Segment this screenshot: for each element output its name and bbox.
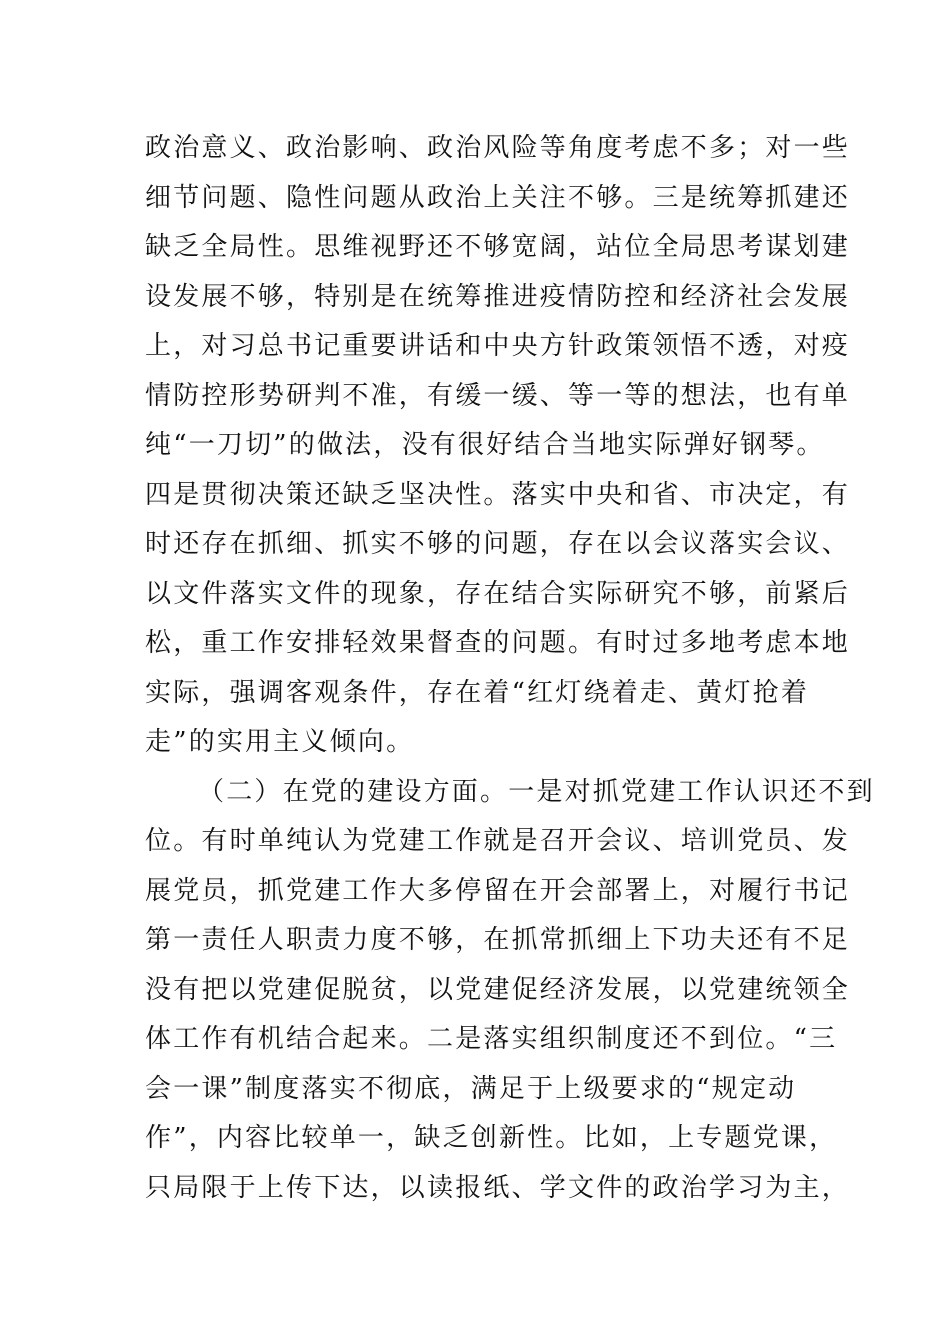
text-line: 缺乏全局性。思维视野还不够宽阔，站位全局思考谋划建 [145,232,851,262]
text-line: 上，对习总书记重要讲话和中央方针政策领悟不透，对疫 [145,331,851,361]
text-line: 以文件落实文件的现象，存在结合实际研究不够，前紧后 [145,578,851,609]
text-line: 没有把以党建促脱贫，以党建促经济发展，以党建统领全 [145,974,851,1005]
text-line: 作”，内容比较单一，缺乏创新性。比如，上专题党课， [145,1123,838,1153]
section-heading-line: （二）在党的建设方面。一是对抓党建工作认识还不到 [198,776,875,807]
text-line: 第一责任人职责力度不够，在抓常抓细上下功夫还有不足 [145,925,851,955]
text-line: 展党员，抓党建工作大多停留在开会部署上，对履行书记 [145,875,851,906]
text-line: 位。有时单纯认为党建工作就是召开会议、培训党员、发 [145,826,851,856]
text-line: 实际，强调客观条件，存在着“红灯绕着走、黄灯抢着 [145,677,810,708]
text-line: 设发展不够，特别是在统筹推进疫情防控和经济社会发展 [145,281,851,312]
text-line: 情防控形势研判不准，有缓一缓、等一等的想法，也有单 [145,380,851,411]
text-line: 四是贯彻决策还缺乏坚决性。落实中央和省、市决定，有 [145,479,851,510]
text-line: 时还存在抓细、抓实不够的问题，存在以会议落实会议、 [145,529,851,559]
text-line: 松，重工作安排轻效果督查的问题。有时过多地考虑本地 [145,628,851,658]
text-line: 政治意义、政治影响、政治风险等角度考虑不多；对一些 [145,133,851,163]
text-line: 走”的实用主义倾向。 [145,727,415,757]
text-line: 体工作有机结合起来。二是落实组织制度还不到位。“三 [145,1024,838,1054]
body-text [145,124,875,1213]
text-line: 只局限于上传下达，以读报纸、学文件的政治学习为主， [145,1172,851,1203]
text-line: 细节问题、隐性问题从政治上关注不够。三是统筹抓建还 [145,182,851,213]
text-line: 纯“一刀切”的做法，没有很好结合当地实际弹好钢琴。 [145,430,825,460]
text-line: 会一课”制度落实不彻底，满足于上级要求的“规定动 [145,1073,797,1104]
